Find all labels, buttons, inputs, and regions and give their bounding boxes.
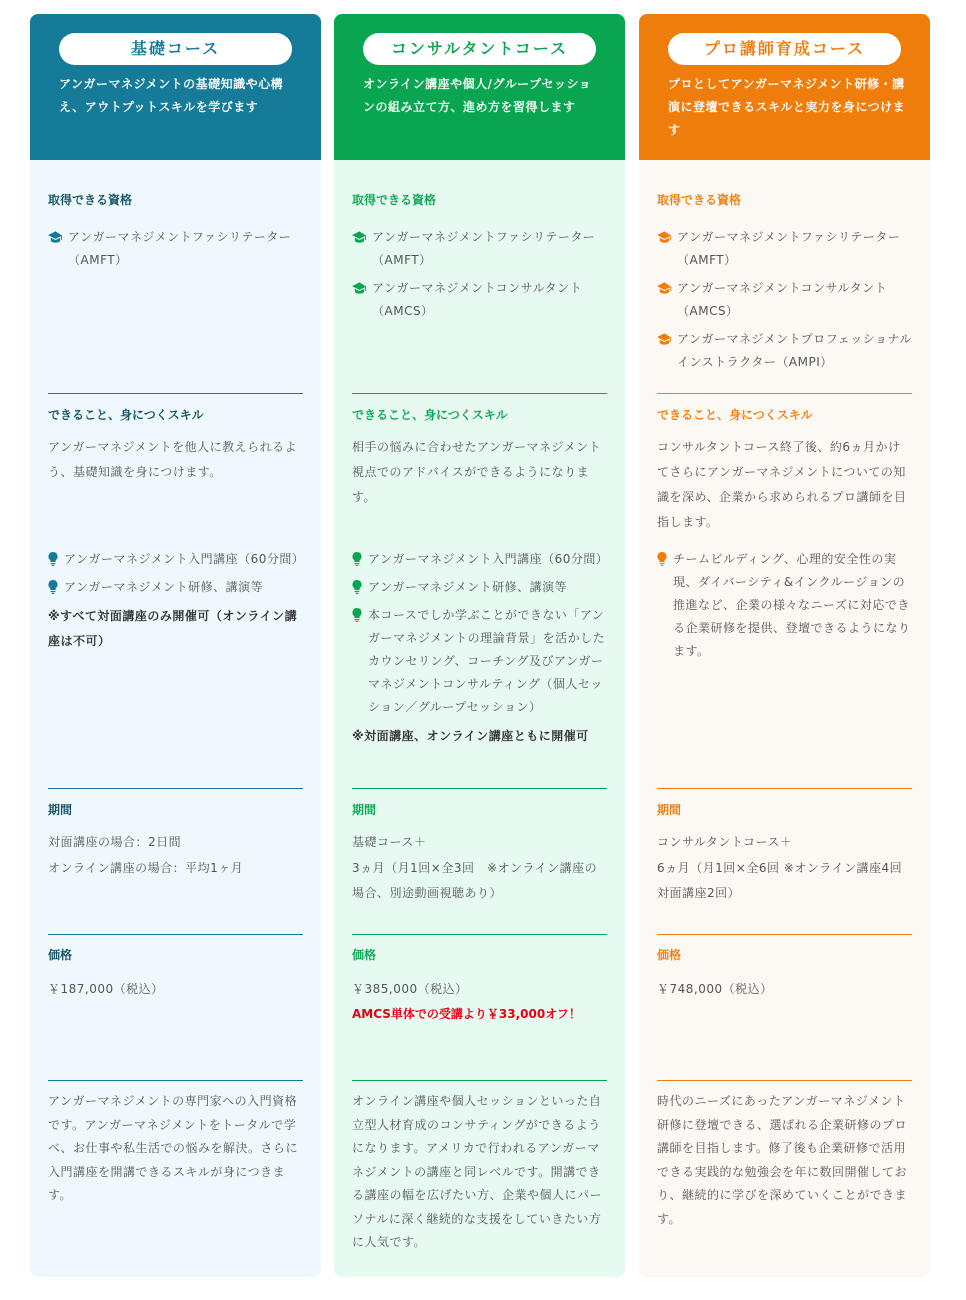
list-item-text: アンガーマネジメント入門講座（60分間） <box>64 552 305 566</box>
course-card-basic <box>30 14 321 1277</box>
skill-bullets <box>657 548 912 668</box>
graduation-cap-icon <box>657 333 672 346</box>
qualification-item <box>48 226 303 272</box>
course-title: コンサルタントコース <box>363 33 596 65</box>
divider <box>48 934 303 935</box>
list-item <box>657 548 912 663</box>
summary-section <box>657 1090 912 1231</box>
period-line: 基礎コース＋ <box>352 835 427 849</box>
lightbulb-icon <box>48 552 58 566</box>
qualification-label: アンガーマネジメントコンサルタント（AMCS） <box>372 281 583 318</box>
list-item <box>352 576 607 599</box>
course-description: プロとしてアンガーマネジメント研修・講演に登壇できるスキルと実力を身につけます <box>668 77 906 137</box>
qualification-item <box>352 277 607 323</box>
availability-note: ※すべて対面講座のみ開催可（オンライン講座は不可） <box>48 609 298 648</box>
list-item <box>48 576 303 599</box>
section-title: できること、身につくスキル <box>657 408 813 422</box>
course-card-pro-instructor <box>639 14 930 1277</box>
period-line: 6ヵ月（月1回×全6回 ※オンライン講座4回 対面講座2回） <box>657 861 903 900</box>
qualification-label: アンガーマネジメントファシリテーター（AMFT） <box>68 230 292 267</box>
graduation-cap-icon <box>352 282 367 295</box>
skill-section <box>48 406 303 485</box>
list-item <box>352 548 607 571</box>
course-header <box>639 14 930 160</box>
period-line: 3ヵ月（月1回×全3回 ※オンライン講座の場合、別途動画視聴あり） <box>352 861 598 900</box>
qualification-label: アンガーマネジメントプロフェッショナルインストラクター（AMPI） <box>677 332 912 369</box>
list-item <box>352 604 607 719</box>
qualification-section <box>657 191 912 379</box>
qualification-section <box>352 191 607 328</box>
price-value: ￥748,000（税込） <box>657 982 773 996</box>
period-section <box>48 801 303 881</box>
list-item-text: アンガーマネジメント入門講座（60分間） <box>368 552 609 566</box>
course-header <box>30 14 321 160</box>
price-value: ￥187,000（税込） <box>48 982 164 996</box>
price-value: ￥385,000（税込） <box>352 982 468 996</box>
section-title: 期間 <box>352 803 377 817</box>
course-title: 基礎コース <box>59 33 292 65</box>
course-title: プロ講師育成コース <box>668 33 901 65</box>
summary-text: 時代のニーズにあったアンガーマネジメント研修に登壇できる、選ばれる企業研修のプロ講師を目指します。修了後も企業研修で活用できる実践的な勉強会を年に数回開催しており、継続的に学びを深めていくことができます。 <box>657 1094 908 1226</box>
divider <box>48 393 303 394</box>
section-title: 取得できる資格 <box>352 193 437 207</box>
list-item-text: 本コースでしか学ぶことができない「アンガーマネジメントの理論背景」を活かしたカウンセリング、コーチング及びアンガーマネジメントコンサルティング（個人セッション／グループセッション） <box>368 608 606 714</box>
period-line: コンサルタントコース＋ <box>657 835 793 849</box>
section-title: 取得できる資格 <box>48 193 133 207</box>
availability-note: ※対面講座、オンライン講座ともに開催可 <box>352 729 589 743</box>
course-description: アンガーマネジメントの基礎知識や心構え、アウトプットスキルを学びます <box>59 77 284 114</box>
section-title: できること、身につくスキル <box>48 408 204 422</box>
qualification-label: アンガーマネジメントファシリテーター（AMFT） <box>372 230 596 267</box>
qualification-item <box>657 328 912 374</box>
price-section <box>352 946 607 1027</box>
qualification-item <box>657 277 912 323</box>
summary-section <box>352 1090 607 1255</box>
divider <box>48 788 303 789</box>
section-title: 価格 <box>48 948 73 962</box>
summary-text: オンライン講座や個人セッションといった自立型人材育成のコンサティングができるようになります。アメリカで行われるアンガーマネジメントの講座と同レベルです。開講できる講座の幅を広げたい方、企業や個人にパーソナルに深く継続的な支援をしていきたい方に人気です。 <box>352 1094 603 1249</box>
graduation-cap-icon <box>48 231 63 244</box>
period-line: 対面講座の場合：2日間 <box>48 835 182 849</box>
period-line: オンライン講座の場合：平均1ヶ月 <box>48 861 244 875</box>
lightbulb-icon <box>352 608 362 622</box>
lightbulb-icon <box>657 552 667 566</box>
section-title: 期間 <box>657 803 682 817</box>
course-header <box>334 14 625 160</box>
section-title: 取得できる資格 <box>657 193 742 207</box>
skill-section <box>657 406 912 535</box>
section-title: できること、身につくスキル <box>352 408 508 422</box>
section-title: 期間 <box>48 803 73 817</box>
divider <box>657 934 912 935</box>
divider <box>352 393 607 394</box>
list-item <box>48 548 303 571</box>
list-item-text: アンガーマネジメント研修、講演等 <box>368 580 568 594</box>
period-section <box>352 801 607 906</box>
divider <box>352 788 607 789</box>
skill-bullets <box>352 548 607 749</box>
qualification-item <box>352 226 607 272</box>
lightbulb-icon <box>48 580 58 594</box>
summary-section <box>48 1090 303 1208</box>
divider <box>657 788 912 789</box>
qualification-section <box>48 191 303 277</box>
divider <box>48 1080 303 1081</box>
discount-note: AMCS単体での受講より￥33,000オフ！ <box>352 1007 581 1021</box>
period-section <box>657 801 912 906</box>
summary-text: アンガーマネジメントの専門家への入門資格です。アンガーマネジメントをトータルで学べ、お仕事や私生活での悩みを解決。さらに入門講座を開講できるスキルが身につきます。 <box>48 1094 299 1202</box>
price-section <box>48 946 303 1002</box>
skill-section <box>352 406 607 510</box>
divider <box>657 393 912 394</box>
skill-text: コンサルタントコース終了後、約6ヵ月かけてさらにアンガーマネジメントについての知識を深め、企業から求められるプロ講師を目指します。 <box>657 440 907 529</box>
list-item-text: チームビルディング、心理的安全性の実現、ダイバーシティ&インクルージョンの推進など、企業の様々なニーズに対応できる企業研修を提供、登壇できるようになります。 <box>673 552 911 658</box>
graduation-cap-icon <box>657 282 672 295</box>
divider <box>352 1080 607 1081</box>
skill-text: 相手の悩みに合わせたアンガーマネジメント視点でのアドバイスができるようになります。 <box>352 440 602 504</box>
skill-bullets <box>48 548 303 654</box>
lightbulb-icon <box>352 580 362 594</box>
divider <box>657 1080 912 1081</box>
section-title: 価格 <box>352 948 377 962</box>
list-item-text: アンガーマネジメント研修、講演等 <box>64 580 264 594</box>
graduation-cap-icon <box>657 231 672 244</box>
skill-text: アンガーマネジメントを他人に教えられるよう、基礎知識を身につけます。 <box>48 440 298 479</box>
qualification-item <box>657 226 912 272</box>
course-description: オンライン講座や個人/グループセッションの組み立て方、進め方を習得します <box>363 77 592 114</box>
price-section <box>657 946 912 1002</box>
lightbulb-icon <box>352 552 362 566</box>
qualification-label: アンガーマネジメントファシリテーター（AMFT） <box>677 230 901 267</box>
qualification-label: アンガーマネジメントコンサルタント（AMCS） <box>677 281 888 318</box>
divider <box>352 934 607 935</box>
section-title: 価格 <box>657 948 682 962</box>
graduation-cap-icon <box>352 231 367 244</box>
course-card-consultant <box>334 14 625 1277</box>
